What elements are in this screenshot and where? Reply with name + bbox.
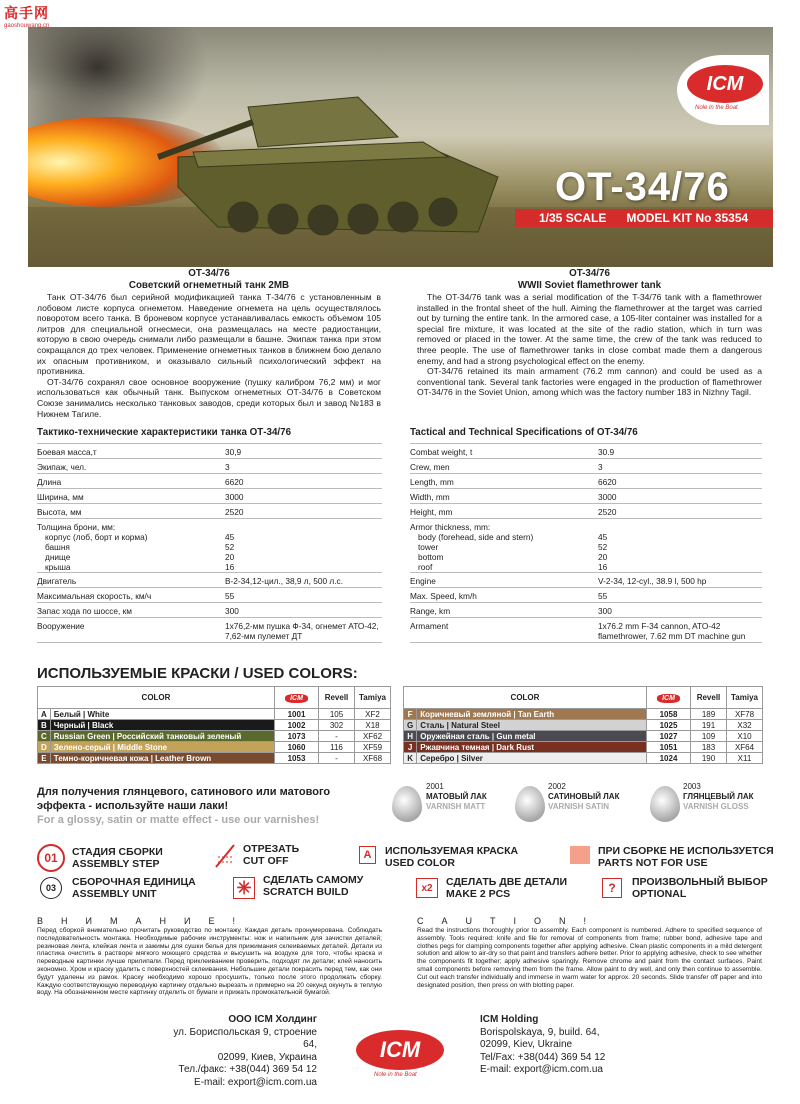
spec-row (37, 602, 382, 617)
optional-icon: ? (602, 878, 622, 898)
col-tamiya: Tamiya (355, 687, 391, 709)
legend-ru: СТАДИЯ СБОРКИ (72, 846, 163, 858)
color-row (38, 742, 391, 753)
legend-optional (632, 876, 768, 900)
legend-en: SCRATCH BUILD (263, 886, 349, 898)
armor-label: Толщина брони, мм: (37, 522, 116, 532)
color-name: Темно-коричневая кожа | Leather Brown (50, 753, 274, 764)
col-tamiya: Tamiya (727, 687, 763, 709)
color-table-header (38, 687, 391, 709)
tank-illustration (28, 27, 773, 267)
legend-en: USED COLOR (385, 857, 456, 869)
caution-ru-text: Перед сборкой внимательно прочитать руководство по монтажу. Каждая деталь пронумерована. Соблюдать последовательность монтажа. Необходимые рабочие инструменты: нож и напильник для зачистки деталей; резиновая лента, клейкая лента и зажимы для сушки белья для прижимания склеиваемых деталей. Детали из пластика очистить в растворе мягкого моющего средства и высушить на воздухе для того, чтобы краска и переводные картинки лучше прилипали. Перед приклеиванием проверить, подходят ли детали; клей наносить экономно. Хром и краску удалить с поверхностей склеивания. Небольшие детали покрасить перед тем, как они будут удалены из рамок. Краску необходимо хорошо просушить, только после этого продолжать сборку. Каждую соответствующую переводную картинку отдельно вырезать и примерно на 20 секунд окунуть в теплую воду. На обозначенном месте картинку отделить от бумаги и прижать промокательной бумагой. (37, 927, 382, 997)
brand-badge (677, 55, 769, 125)
spec-value: 300 (598, 606, 612, 616)
spec-key: Crew, men (410, 462, 450, 472)
footer-line: Tel/Fax: +38(044) 369 54 12 (480, 1051, 606, 1063)
spec-value: 55 (225, 591, 235, 601)
legend-en: ASSEMBLY UNIT (72, 888, 157, 900)
revell-code: 105 (319, 709, 355, 720)
icm-code: 1024 (647, 753, 691, 764)
armor-val: 16 (225, 562, 235, 572)
spec-row (37, 572, 382, 587)
legend-en: CUT OFF (243, 855, 289, 867)
varnish-text (37, 785, 367, 827)
spec-key: Боевая масса,т (37, 447, 97, 457)
icm-logo: ICM (687, 65, 763, 103)
legend-used-color (385, 845, 518, 869)
spec-value: 2520 (225, 507, 244, 517)
spec-key: Range, km (410, 606, 451, 616)
site-watermark (4, 3, 74, 29)
color-row (404, 720, 763, 731)
brand-tagline: Nole in the Boat (695, 105, 738, 111)
color-name: Оружейная сталь | Gun metal (417, 731, 647, 742)
desc-ru-paragraph: ОТ-34/76 сохранял свое основное вооружение (пушку калибром 76,2 мм) и мог использоваться как обычный танк. Выпуском огнеметных ОТ-34/76 в Советском Союзе занимались несколько танковых заводов, среди которых был и завод №183 в Нижнем Тагиле. (37, 376, 381, 419)
desc-ru-subtitle: Советский огнеметный танк 2МВ (128, 280, 290, 291)
col-revell: Revell (691, 687, 727, 709)
spec-value: 1x76.2 mm F-34 cannon, ATO-42 flamethrower, 7.62 mm DT machine gun (598, 621, 746, 641)
spec-value (225, 522, 382, 572)
varnish-code: 2002 (548, 782, 566, 791)
spec-row (410, 587, 762, 602)
spec-row (410, 458, 762, 473)
tamiya-code: XF59 (355, 742, 391, 753)
color-row (404, 753, 763, 764)
footer-address-en (480, 1014, 650, 1077)
revell-code: 109 (691, 731, 727, 742)
not-used-icon (570, 846, 590, 864)
colors-heading: ИСПОЛЬЗУЕМЫЕ КРАСКИ / USED COLORS: (37, 665, 358, 682)
armor-val: 20 (598, 552, 608, 562)
armor-val: 52 (598, 542, 608, 552)
tamiya-code: XF62 (355, 731, 391, 742)
tamiya-code: XF64 (727, 742, 763, 753)
legend-assembly-unit (72, 876, 196, 900)
spec-value: 3 (225, 462, 230, 472)
legend-ru: СДЕЛАТЬ ДВЕ ДЕТАЛИ (446, 876, 568, 888)
spec-value: 30,9 (225, 447, 242, 457)
tank (158, 97, 498, 235)
spec-key: Max. Speed, km/h (410, 591, 477, 601)
armor-sub: roof (418, 562, 433, 572)
desc-en-paragraph: OT-34/76 retained its main armament (76.2 mm cannon) and could be used as a conventional tank. Several tank factories were engaged in the production of flamethrower OT-34/76 in the Soviet Union, among which was the factory number 183 in Nizhny Tagil. (417, 366, 762, 398)
spec-row (410, 602, 762, 617)
color-name: Серебро | Silver (417, 753, 647, 764)
footer-line: 02099, Kiev, Ukraine (480, 1039, 573, 1050)
caution-en (417, 916, 762, 989)
col-revell: Revell (319, 687, 355, 709)
spec-value: 55 (598, 591, 608, 601)
spec-row (37, 503, 382, 518)
revell-code: 302 (319, 720, 355, 731)
color-row (404, 709, 763, 720)
varnish-ru: ГЛЯНЦЕВЫЙ ЛАК (683, 792, 754, 801)
spec-key: Engine (410, 576, 436, 586)
used-color-icon: A (359, 846, 376, 864)
armor-val: 16 (598, 562, 608, 572)
icm-logo: ICM (356, 1030, 444, 1070)
varnish-gloss (683, 782, 754, 812)
varnish-drop-icon (515, 786, 545, 822)
revell-code: - (319, 753, 355, 764)
spec-value: 2520 (598, 507, 617, 517)
spec-value (598, 522, 762, 572)
revell-code: 191 (691, 720, 727, 731)
varnish-line: Для получения глянцевого, сатинового или матового (37, 786, 331, 798)
description-en (417, 268, 762, 398)
color-name: Черный | Black (50, 720, 274, 731)
spec-row-armor (37, 518, 382, 572)
spec-value: 3000 (225, 492, 244, 502)
model-kit-label: MODEL KIT No 35354 (626, 211, 749, 225)
legend-en: ASSEMBLY STEP (72, 858, 160, 870)
revell-code: 183 (691, 742, 727, 753)
color-table-right (403, 686, 763, 764)
brand-tagline: Nole in the Boat (374, 1072, 417, 1078)
col-color: COLOR (38, 687, 275, 709)
spec-key: Ширина, мм (37, 492, 84, 502)
footer-company: ICM Holding (480, 1014, 539, 1025)
spec-key: Length, mm (410, 477, 454, 487)
spec-key: Height, mm (410, 507, 453, 517)
spec-table-en (410, 427, 762, 643)
spec-key: Максимальная скорость, км/ч (37, 591, 152, 601)
spec-row (37, 617, 382, 643)
varnish-satin (548, 782, 619, 812)
armor-label: Armor thickness, mm: (410, 522, 491, 532)
spec-row (37, 443, 382, 458)
revell-code: 116 (319, 742, 355, 753)
legend-en: MAKE 2 PCS (446, 888, 511, 900)
varnish-code: 2003 (683, 782, 701, 791)
spec-value: 3 (598, 462, 603, 472)
armor-sub: body (forehead, side and stern) (418, 532, 534, 542)
armor-sub: корпус (лоб, борт и корма) (45, 532, 148, 542)
varnish-en: VARNISH SATIN (548, 802, 610, 811)
color-letter: C (38, 731, 51, 742)
spec-row (410, 572, 762, 587)
spec-key (37, 522, 225, 572)
legend-ru: ПРИ СБОРКЕ НЕ ИСПОЛЬЗУЕТСЯ (598, 845, 774, 857)
hero-image (28, 27, 773, 267)
armor-val: 52 (225, 542, 235, 552)
varnish-matt (426, 782, 487, 812)
spec-key: Длина (37, 477, 62, 487)
icm-mini-logo: ICM (285, 694, 308, 703)
tamiya-code: X32 (727, 720, 763, 731)
varnish-en: VARNISH MATT (426, 802, 486, 811)
spec-row (37, 473, 382, 488)
spec-key: Высота, мм (37, 507, 82, 517)
color-letter: E (38, 753, 51, 764)
color-table-left (37, 686, 391, 764)
desc-en-title: OT-34/76 (569, 268, 610, 279)
color-letter: H (404, 731, 417, 742)
legend-not-used (598, 845, 774, 869)
scale-label: 1/35 SCALE (539, 211, 607, 225)
caution-en-title: CAUTION! (417, 916, 605, 926)
color-row (404, 742, 763, 753)
assembly-unit-icon: 03 (40, 877, 62, 899)
icm-code: 1073 (275, 731, 319, 742)
color-row (38, 720, 391, 731)
spec-key: Вооружение (37, 621, 85, 631)
varnish-line: эффекта - используйте наши лаки! (37, 800, 229, 812)
varnish-code: 2001 (426, 782, 444, 791)
revell-code: 190 (691, 753, 727, 764)
legend-ru: ИСПОЛЬЗУЕМАЯ КРАСКА (385, 845, 519, 857)
footer-line: Borispolskaya, 9, build. 64, (480, 1026, 600, 1038)
spec-value: 3000 (598, 492, 617, 502)
spec-value: 1х76,2-мм пушка Ф-34, огнемет АТО-42, 7,62-мм пулемет ДТ (225, 621, 379, 641)
spec-value: 6620 (225, 477, 244, 487)
footer-line: ул. Бориспольская 9, строение 64, (173, 1026, 317, 1050)
watermark-title: 高手网 (4, 5, 49, 21)
varnish-drop-icon (392, 786, 422, 822)
spec-row (410, 617, 762, 643)
spec-table-ru (37, 427, 382, 643)
spec-ru-title: Тактико-технические характеристики танка ОТ-34/76 (37, 427, 292, 438)
legend-ru: СДЕЛАТЬ САМОМУ (263, 874, 364, 886)
color-letter: G (404, 720, 417, 731)
footer-line: E-mail: export@icm.com.ua (480, 1064, 603, 1075)
spec-row (37, 587, 382, 602)
desc-en-paragraph: The OT-34/76 tank was a serial modification of the T-34/76 tank with a flamethrower installed in the frontal sheet of the hull. Aiming the flamethrower at the target was carried out by turning the entire tank. In the armored case, a 105-liter container was installed for a special fire mixture, it was located at the site of the radio station, which in turn was removed or placed in the tower. At the same time, the crew of the tank was reduced to three people. The use of flamethrower tanks in close combat made them a dangerous enemy, and had a strong psychological effect on the enemy. (417, 292, 762, 366)
tamiya-code: XF78 (727, 709, 763, 720)
legend-ru: ОТРЕЗАТЬ (243, 843, 300, 855)
color-row (404, 731, 763, 742)
armor-sub: bottom (418, 552, 444, 562)
tamiya-code: X18 (355, 720, 391, 731)
footer-line: 02099, Киев, Украина (217, 1051, 317, 1063)
legend-assembly-step (72, 846, 163, 870)
color-row (38, 709, 391, 720)
color-letter: J (404, 742, 417, 753)
revell-code: - (319, 731, 355, 742)
spec-key: Combat weight, t (410, 447, 473, 457)
color-name: Ржавчина темная | Dark Rust (417, 742, 647, 753)
color-row (38, 731, 391, 742)
armor-val: 45 (225, 532, 235, 542)
icm-code: 1025 (647, 720, 691, 731)
col-color: COLOR (404, 687, 647, 709)
armor-sub: крыша (45, 562, 71, 572)
armor-sub: башня (45, 542, 70, 552)
legend-scratch-build (263, 874, 363, 898)
scale-bar (515, 209, 773, 227)
desc-ru-paragraph: Танк ОТ-34/76 был серийной модификацией танка Т-34/76 с установленным в лобовом листе корпуса огнеметом. Наведение огнемета на цель осуществлялось поворотом всего танка. В броневом корпусе устанавливалась емкость объемом 105 литров для специальной огнесмеси, она размещалась на месте радиостанции, которую в свою очередь снимали либо размещали в башне. Экипаж танка при этом сокращался до трех человек. Применение огнеметных танков в ближнем бою делало их опасным противником, и оказывало сильный психологический эффект на противника. (37, 292, 381, 377)
caution-en-text: Read the instructions thoroughly prior to assembly. Each component is numbered. Adhere to specified sequence of assembly. Tools required: knife and file for removal of components from frame; rubber bond, adhesive tape and clothes pegs for clamping components together after applying adhesive. Clean plastic components in a mild detergent solution and allow to air-dry so that paint and transfers adhere better. Prior to applying adhesive, check to see whether the components fit together; apply adhesive sparingly. Remove chrome and paint from the contact surfaces. Paint small components before removing them from the frame. Allow paint to dry well, and only then continue to assemble. Cut out each transfer individually and immerse in warm water for approx. 20 seconds. Slide transfer off paper and into designated position, then press on with blotting paper. (417, 927, 762, 989)
spec-key: Запас хода по шоссе, км (37, 606, 132, 616)
varnish-ru: МАТОВЫЙ ЛАК (426, 792, 487, 801)
color-table-header (404, 687, 763, 709)
legend-ru: СБОРОЧНАЯ ЕДИНИЦА (72, 876, 196, 888)
icm-code: 1002 (275, 720, 319, 731)
color-row (38, 753, 391, 764)
col-icm (647, 687, 691, 709)
color-letter: A (38, 709, 51, 720)
spec-value: 6620 (598, 477, 617, 487)
spec-key: Экипаж, чел. (37, 462, 87, 472)
armor-val: 45 (598, 532, 608, 542)
spec-row (410, 503, 762, 518)
spec-row-armor (410, 518, 762, 572)
color-letter: K (404, 753, 417, 764)
color-letter: B (38, 720, 51, 731)
varnish-en: VARNISH GLOSS (683, 802, 749, 811)
varnish-drop-icon (650, 786, 680, 822)
legend-cut-off (243, 843, 299, 867)
spec-en-title: Tactical and Technical Specifications of OT-34/76 (410, 427, 638, 438)
footer-company: ООО ICM Холдинг (228, 1014, 317, 1025)
icm-code: 1058 (647, 709, 691, 720)
assembly-step-icon: 01 (37, 844, 65, 872)
color-name: Коричневый земляной | Tan Earth (417, 709, 647, 720)
varnish-ru: САТИНОВЫЙ ЛАК (548, 792, 620, 801)
spec-row (410, 488, 762, 503)
color-letter: D (38, 742, 51, 753)
tamiya-code: XF2 (355, 709, 391, 720)
spec-value: В-2-34,12-цил., 38,9 л, 500 л.с. (225, 576, 343, 586)
armor-sub: tower (418, 542, 439, 552)
legend-make-two (446, 876, 567, 900)
caution-ru-title: ВНИМАНИЕ! (37, 916, 253, 926)
spec-row (410, 473, 762, 488)
legend-ru: ПРОИЗВОЛЬНЫЙ ВЫБОР (632, 876, 768, 888)
make-two-icon: x2 (416, 878, 438, 898)
spec-key: Двигатель (37, 576, 77, 586)
icm-code: 1051 (647, 742, 691, 753)
color-letter: F (404, 709, 417, 720)
spec-value: 30.9 (598, 447, 615, 457)
color-name: Белый | White (50, 709, 274, 720)
armor-sub: днище (45, 552, 71, 562)
page-title: OT-34/76 (555, 165, 730, 209)
footer-line: E-mail: export@icm.com.ua (194, 1076, 317, 1088)
spec-key: Width, mm (410, 492, 450, 502)
icm-code: 1001 (275, 709, 319, 720)
spec-row (410, 443, 762, 458)
tamiya-code: X11 (727, 753, 763, 764)
footer-line: Тел./факс: +38(044) 369 54 12 (178, 1064, 317, 1075)
footer-logo (352, 1026, 448, 1088)
footer-address-ru (165, 1014, 317, 1089)
desc-en-subtitle: WWII Soviet flamethrower tank (517, 280, 662, 291)
spec-key: Armament (410, 621, 449, 631)
spec-row (37, 488, 382, 503)
legend-en: OPTIONAL (632, 888, 687, 900)
description-ru (37, 268, 381, 419)
tamiya-code: X10 (727, 731, 763, 742)
caution-ru (37, 916, 382, 997)
desc-ru-title: ОТ-34/76 (188, 268, 230, 279)
legend-en: PARTS NOT FOR USE (598, 857, 708, 869)
watermark-url: gaoshouwang.cn (4, 23, 50, 29)
color-name: Зелено-серый | Middle Stone (50, 742, 274, 753)
varnish-line-en: For a glossy, satin or matte effect - use our varnishes! (37, 814, 320, 826)
spec-value: V-2-34, 12-cyl., 38.9 l, 500 hp (598, 576, 707, 586)
icm-code: 1027 (647, 731, 691, 742)
icm-code: 1060 (275, 742, 319, 753)
spec-row (37, 458, 382, 473)
icm-code: 1053 (275, 753, 319, 764)
color-name: Russian Green | Российский танковый зеленый (50, 731, 274, 742)
revell-code: 189 (691, 709, 727, 720)
armor-val: 20 (225, 552, 235, 562)
col-icm (275, 687, 319, 709)
scratch-build-icon: ✳ (233, 877, 255, 899)
color-name: Сталь | Natural Steel (417, 720, 647, 731)
spec-value: 300 (225, 606, 239, 616)
cut-off-icon (214, 843, 236, 869)
tamiya-code: XF68 (355, 753, 391, 764)
icm-mini-logo: ICM (657, 694, 680, 703)
spec-key (410, 522, 598, 572)
